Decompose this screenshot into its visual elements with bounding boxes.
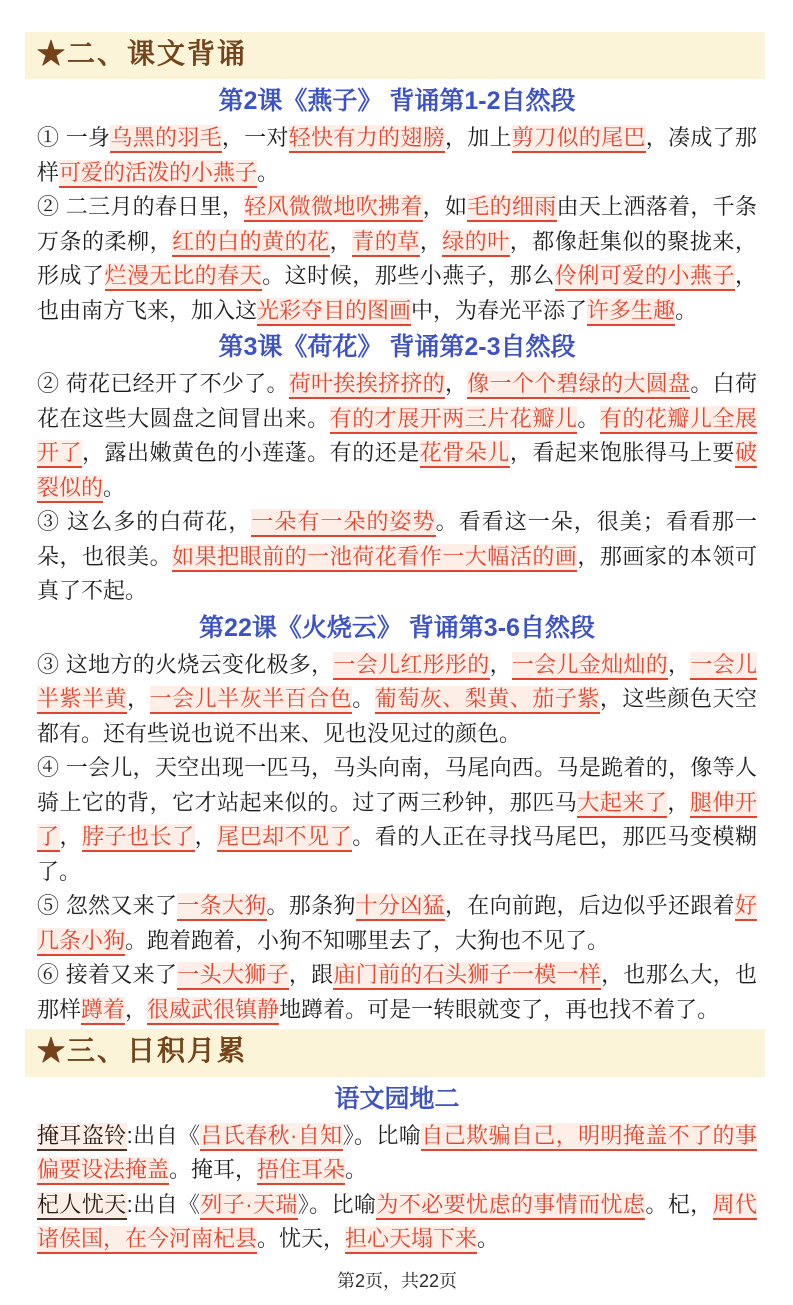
text-run: ，也由南方飞来，加入这	[37, 263, 757, 323]
text-run: ③ 这地方的火烧云变化极多，	[37, 651, 334, 677]
text-run: 。看看这一朵，很美；看看那一朵，也很美。	[37, 509, 757, 569]
lesson-heading: 第22课《火烧云》 背诵第3-6自然段	[199, 613, 595, 642]
text-run: ③ 这么多的白荷花，	[37, 509, 252, 535]
highlighted-phrase: 绿的叶	[442, 229, 510, 257]
highlighted-phrase: 为不必要忧虑的事情而忧虑	[376, 1192, 645, 1220]
highlighted-phrase: 周代诸侯国，在今河南杞县	[37, 1192, 757, 1255]
highlighted-phrase: 腿伸开了	[37, 790, 757, 853]
highlighted-phrase: 红的白的黄的花	[172, 229, 330, 257]
highlighted-phrase: 一会儿半灰半百合色	[150, 686, 353, 714]
text-run: 。	[577, 405, 600, 431]
highlighted-phrase: 许多生趣	[587, 298, 675, 326]
text-run: ① 一身	[37, 125, 111, 151]
highlighted-phrase: 列子·天瑞	[200, 1192, 297, 1220]
text-run: 。看的人正在寻找马尾巴，那匹马变模糊了。	[37, 824, 757, 884]
term-phrase: 掩耳盗铃	[37, 1123, 127, 1151]
highlighted-phrase: 青的草	[352, 229, 420, 257]
text-run: ，	[489, 651, 512, 677]
text-run: :出自《	[126, 1122, 201, 1148]
highlighted-phrase: 烂漫无比的春天	[105, 263, 263, 291]
highlighted-phrase: 一会儿红彤彤的	[333, 652, 489, 680]
text-run: 。那条狗	[266, 893, 356, 919]
highlighted-phrase: 一头大狮子	[177, 962, 289, 990]
highlighted-phrase: 一会儿金灿灿的	[512, 652, 668, 680]
text-run: 地蹲着。可是一转眼就变了，再也找不着了。	[279, 996, 720, 1022]
paragraph	[37, 505, 757, 609]
text-run: 。杞，	[645, 1191, 713, 1217]
highlighted-phrase: 十分凶猛	[356, 893, 445, 921]
text-run: ，这些颜色天空都有。还有些说也说不出来、见也没见过的颜色。	[37, 686, 757, 746]
text-run: ，	[444, 371, 468, 397]
section-band-title: ★三、日积月累	[25, 1029, 765, 1076]
paragraph	[37, 958, 757, 1027]
highlighted-phrase: 荷叶挨挨挤挤的	[289, 371, 445, 399]
text-run: ⑥ 接着又来了	[37, 962, 178, 988]
text-run: ，	[329, 228, 353, 254]
paragraph	[37, 648, 757, 752]
text-run: 。	[675, 297, 698, 323]
section-band-title: ★二、课文背诵	[25, 32, 765, 79]
text-run: ② 荷花已经开了不少了。	[37, 371, 289, 397]
lesson-heading: 第3课《荷花》 背诵第2-3自然段	[218, 333, 576, 362]
highlighted-phrase: 吕氏春秋·自知	[200, 1123, 342, 1151]
lesson-heading: 语文园地二	[334, 1084, 460, 1113]
highlighted-phrase: 大起来了	[577, 790, 667, 818]
text-run: ，	[667, 789, 690, 815]
lesson-heading: 第2课《燕子》 背诵第1-2自然段	[218, 87, 576, 116]
text-run: ，凑成了那样	[37, 125, 757, 185]
highlighted-phrase: 葡萄灰、梨黄、茄子紫	[375, 686, 600, 714]
paragraph	[37, 1119, 757, 1188]
highlighted-phrase: 一会儿半紫半黄	[37, 652, 757, 715]
term-phrase: 杞人忧天	[37, 1192, 127, 1220]
highlighted-phrase: 花骨朵儿	[420, 440, 510, 468]
highlighted-phrase: 尾巴却不见了	[217, 824, 352, 852]
text-run: ，那画家的本领可真了不起。	[37, 543, 757, 604]
text-run: 。	[103, 474, 126, 500]
text-run: :出自《	[126, 1191, 201, 1217]
text-run: ，	[194, 824, 218, 850]
text-run: 》。比喻	[342, 1122, 422, 1148]
page-number: 第2页，共22页	[336, 1270, 458, 1291]
highlighted-phrase: 蹲着	[81, 997, 125, 1025]
text-run: ② 二三月的春日里，	[37, 194, 245, 220]
text-run: 。	[352, 686, 375, 712]
highlighted-phrase: 如果把眼前的一池荷花看作一大幅活的画	[172, 544, 577, 572]
text-run: ，加上	[444, 125, 512, 151]
text-run: ⑤ 忽然又来了	[37, 893, 178, 919]
text-run: ，跟	[288, 962, 334, 988]
text-run: 。忧天，	[257, 1226, 346, 1252]
paragraph	[37, 367, 757, 505]
text-run: ，	[59, 824, 83, 850]
text-run: 。	[257, 159, 280, 185]
text-run: 。	[477, 1226, 500, 1252]
content-area	[37, 30, 757, 1257]
text-run: ，看起来饱胀得马上要	[509, 440, 735, 466]
text-run: 。	[345, 1157, 368, 1183]
text-run: ，也那么大，也那样	[37, 962, 757, 1022]
text-run: ，在向前跑，后边似乎还跟着	[444, 893, 735, 919]
highlighted-phrase: 可爱的活泼的小燕子	[59, 160, 257, 188]
text-run: 。跑着跑着，小狗不知哪里去了，大狗也不见了。	[125, 927, 610, 953]
highlighted-phrase: 担心天塌下来	[345, 1226, 477, 1254]
highlighted-phrase: 好几条小狗	[37, 893, 757, 956]
highlighted-phrase: 毛的细雨	[467, 194, 556, 222]
text-run: 》。比喻	[297, 1191, 377, 1217]
paragraph	[37, 190, 757, 328]
text-run: 。这时候，那些小燕子，那么	[262, 263, 555, 289]
highlighted-phrase: 乌黑的羽毛	[110, 125, 222, 153]
text-run: ，如	[422, 194, 468, 220]
text-run: ，都像赶集似的聚拢来，形成了	[37, 228, 757, 289]
highlighted-phrase: 一朵有一朵的姿势	[251, 509, 435, 537]
text-run: 。掩耳，	[169, 1157, 258, 1183]
highlighted-phrase: 破裂似的	[37, 440, 757, 503]
paragraph	[37, 889, 757, 958]
text-run: ，	[125, 996, 148, 1022]
highlighted-phrase: 剪刀似的尾巴	[512, 125, 646, 153]
highlighted-phrase: 轻风微微地吹拂着	[244, 194, 422, 222]
text-run: ，	[668, 651, 691, 677]
highlighted-phrase: 轻快有力的翅膀	[289, 125, 445, 153]
text-run: ，	[127, 686, 150, 712]
text-run: ④ 一会儿，天空出现一匹马，马头向南，马尾向西。马是跪着的，像等人骑上它的背，它才站起来似的。过了两三秒钟，那匹马	[37, 755, 757, 815]
highlighted-phrase: 伶俐可爱的小燕子	[555, 263, 735, 291]
highlighted-phrase: 有的才展开两三片花瓣儿	[330, 406, 578, 434]
highlighted-phrase: 脖子也长了	[82, 824, 195, 852]
paragraph	[37, 751, 757, 889]
highlighted-phrase: 一条大狗	[177, 893, 266, 921]
text-run: ，	[419, 228, 443, 254]
highlighted-phrase: 有的花瓣儿全展开了	[37, 406, 757, 469]
highlighted-phrase: 很威武很镇静	[147, 997, 279, 1025]
highlighted-phrase: 像一个个碧绿的大圆盘	[467, 371, 690, 399]
paragraph	[37, 121, 757, 190]
paragraph	[37, 1188, 757, 1257]
text-run: ，露出嫩黄色的小莲蓬。有的还是	[82, 440, 420, 466]
highlighted-phrase: 光彩夺目的图画	[257, 298, 411, 326]
highlighted-phrase: 庙门前的石头狮子一模一样	[333, 962, 601, 990]
text-run: ，一对	[221, 125, 289, 151]
text-run: 由天上洒落着，千条万条的柔柳，	[37, 194, 757, 254]
highlighted-phrase: 捂住耳朵	[257, 1157, 345, 1185]
text-run: 。白荷花在这些大圆盘之间冒出来。	[37, 371, 757, 431]
text-run: 中，为春光平添了	[411, 297, 588, 323]
highlighted-phrase: 自己欺骗自己，明明掩盖不了的事偏要设法掩盖	[37, 1123, 757, 1186]
